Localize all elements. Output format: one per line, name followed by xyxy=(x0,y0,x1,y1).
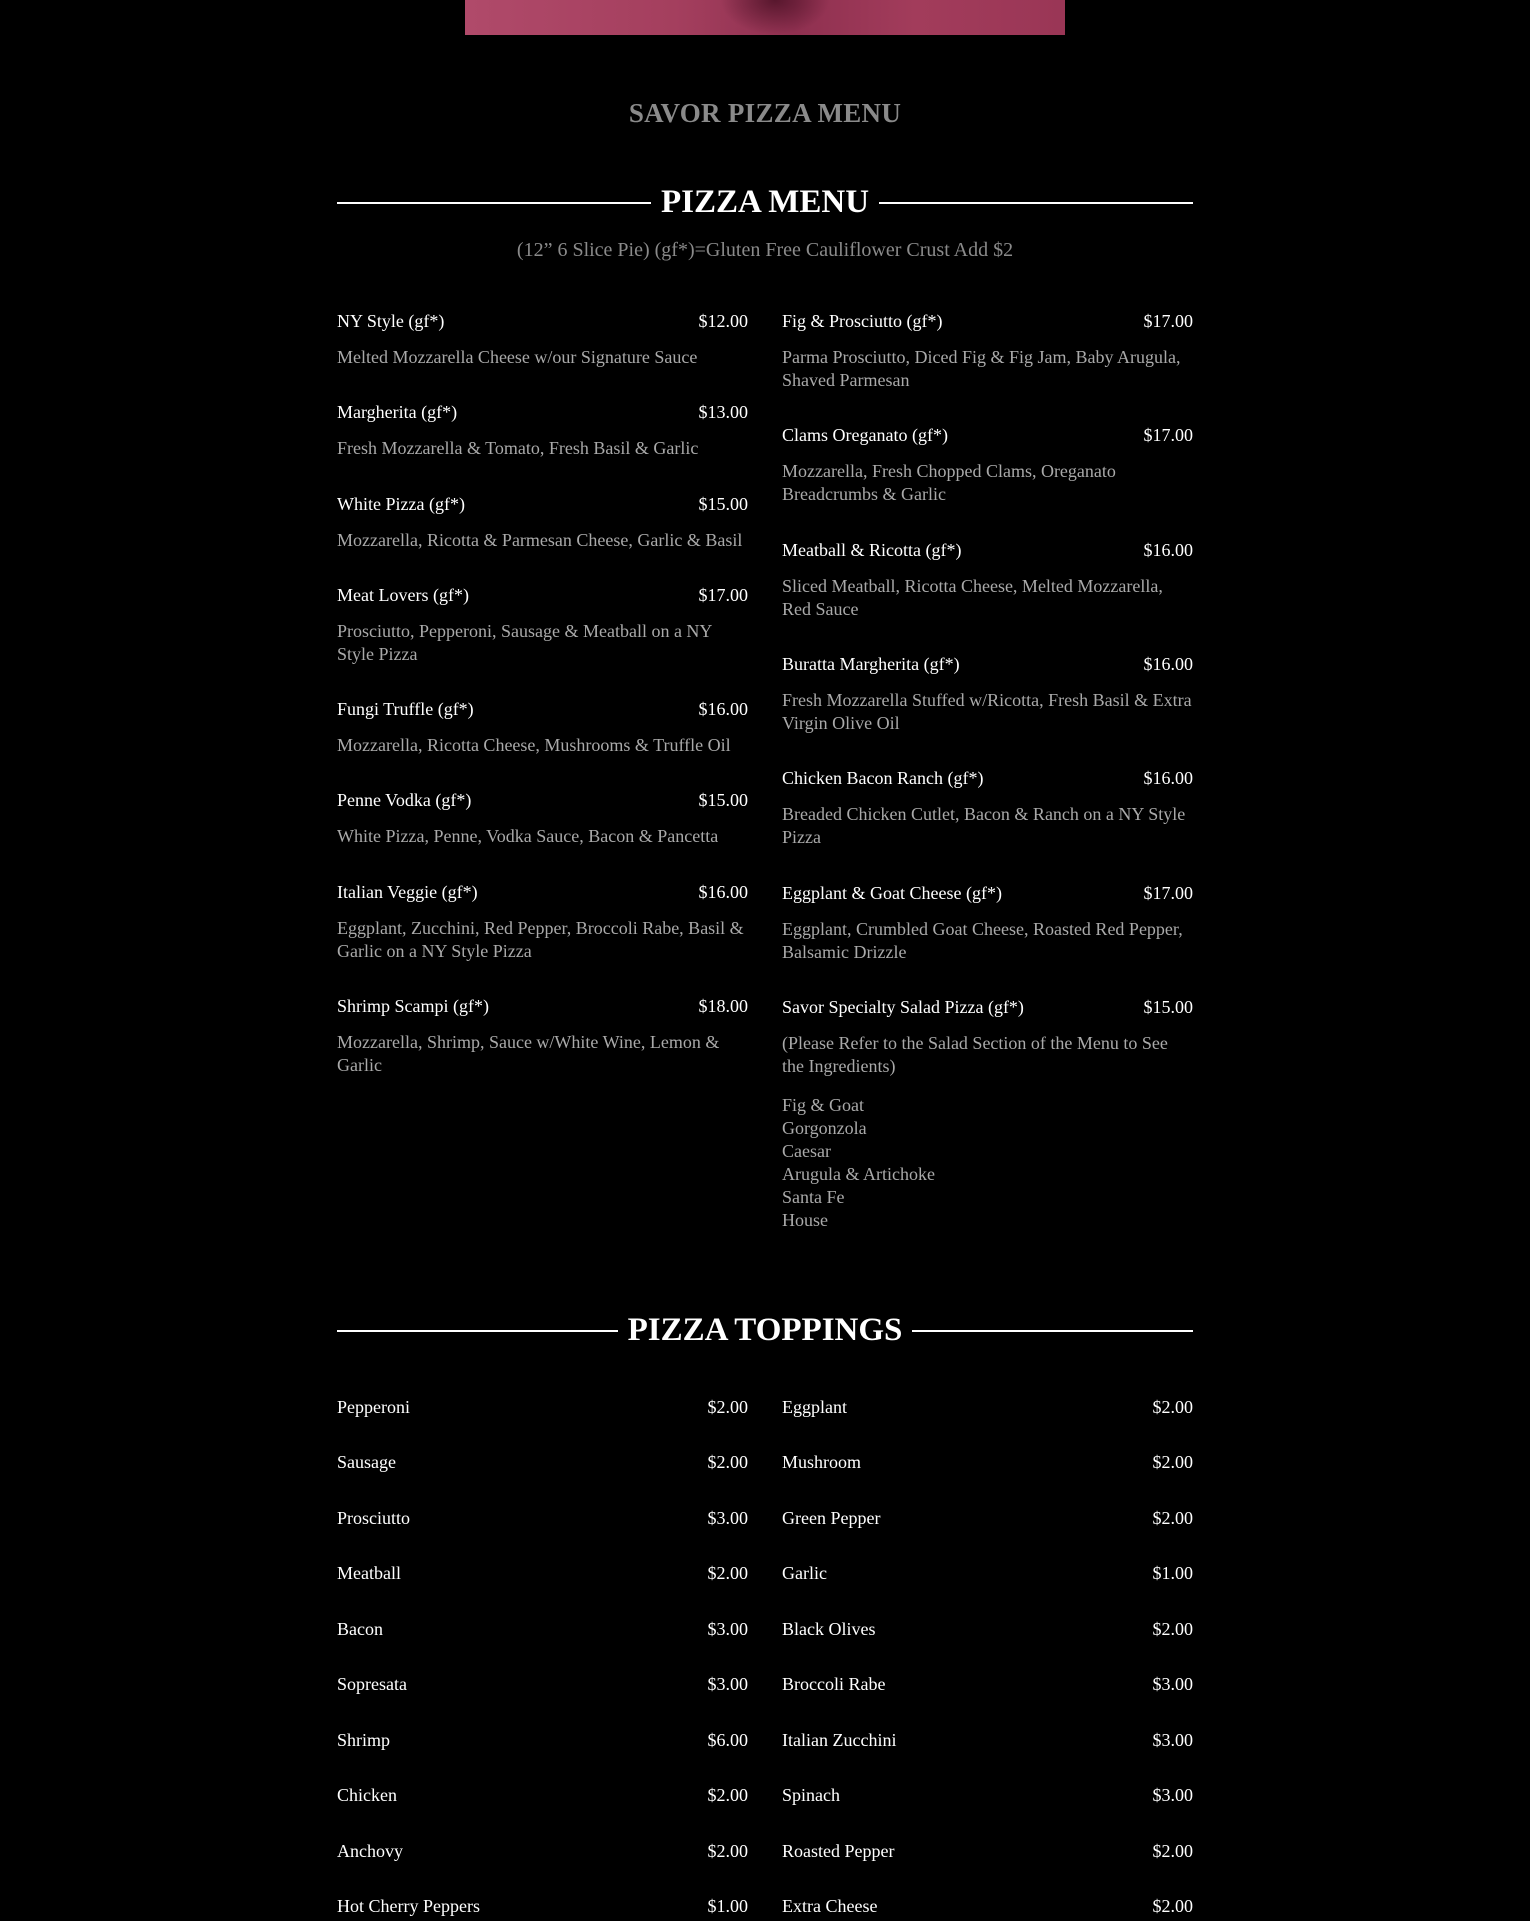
topping-name: Mushroom xyxy=(782,1452,862,1472)
topping-name: Anchovy xyxy=(337,1841,403,1861)
menu-item-name: Margherita (gf*) xyxy=(337,402,458,422)
menu-item-name: Buratta Margherita (gf*) xyxy=(782,654,960,674)
pizza-menu-note: (12” 6 Slice Pie) (gf*)=Gluten Free Cauliflower Crust Add $2 xyxy=(516,239,1014,261)
topping-item xyxy=(337,1451,748,1474)
topping-name: Meatball xyxy=(337,1563,401,1583)
topping-name: Extra Cheese xyxy=(782,1896,878,1916)
topping-name: Italian Zucchini xyxy=(782,1730,897,1750)
brand-title: SAVOR PIZZA MENU xyxy=(628,98,902,128)
topping-name: Sausage xyxy=(337,1452,396,1472)
topping-item xyxy=(337,1895,748,1918)
menu-item-price: $15.00 xyxy=(698,494,748,514)
heading-rule-right xyxy=(912,1330,1193,1332)
topping-name: Pepperoni xyxy=(337,1397,410,1417)
topping-price: $2.00 xyxy=(707,1397,748,1417)
menu-item-name: Shrimp Scampi (gf*) xyxy=(337,996,489,1016)
topping-item xyxy=(337,1840,748,1863)
menu-item-description: Breaded Chicken Cutlet, Bacon & Ranch on a NY Style Pizza xyxy=(782,804,1186,847)
menu-item-price: $16.00 xyxy=(1143,768,1193,788)
menu-item-description: Melted Mozzarella Cheese w/our Signature Sauce xyxy=(337,347,698,367)
topping-name: Spinach xyxy=(782,1785,840,1805)
menu-item-description: Prosciutto, Pepperoni, Sausage & Meatball on a NY Style Pizza xyxy=(337,621,712,664)
menu-item-description: Mozzarella, Ricotta Cheese, Mushrooms & Truffle Oil xyxy=(337,735,731,755)
salad-option: Arugula & Artichoke xyxy=(782,1164,935,1184)
topping-price: $3.00 xyxy=(1152,1674,1193,1694)
menu-item xyxy=(337,881,748,963)
topping-item xyxy=(337,1673,748,1696)
menu-item-name: Meat Lovers (gf*) xyxy=(337,585,469,605)
heading-rule-left xyxy=(337,202,651,204)
menu-item-price: $13.00 xyxy=(698,402,748,422)
menu-item-name: Chicken Bacon Ranch (gf*) xyxy=(782,768,984,788)
salad-option: Gorgonzola xyxy=(782,1118,867,1138)
topping-name: Bacon xyxy=(337,1619,383,1639)
topping-name: Garlic xyxy=(782,1563,827,1583)
menu-item-description: Eggplant, Crumbled Goat Cheese, Roasted Red Pepper, Balsamic Drizzle xyxy=(782,919,1183,962)
menu-item-name: Fig & Prosciutto (gf*) xyxy=(782,311,943,331)
menu-item-name: Eggplant & Goat Cheese (gf*) xyxy=(782,883,1002,903)
topping-price: $2.00 xyxy=(707,1785,748,1805)
menu-item-description: Parma Prosciutto, Diced Fig & Fig Jam, Baby Arugula, Shaved Parmesan xyxy=(782,347,1181,390)
salad-option: Fig & Goat xyxy=(782,1095,865,1115)
menu-item-price: $17.00 xyxy=(1143,311,1193,331)
topping-name: Chicken xyxy=(337,1785,397,1805)
menu-item xyxy=(782,767,1193,849)
topping-item xyxy=(337,1562,748,1585)
topping-item xyxy=(782,1784,1193,1807)
menu-item xyxy=(782,653,1193,735)
menu-item-price: $16.00 xyxy=(1143,540,1193,560)
topping-name: Broccoli Rabe xyxy=(782,1674,886,1694)
hero-pizza-image xyxy=(465,0,1065,35)
topping-item xyxy=(337,1396,748,1419)
topping-item xyxy=(782,1895,1193,1918)
topping-item xyxy=(337,1729,748,1752)
menu-item xyxy=(337,401,748,460)
menu-item xyxy=(782,539,1193,621)
menu-item-name: Penne Vodka (gf*) xyxy=(337,790,472,810)
topping-price: $3.00 xyxy=(707,1508,748,1528)
menu-item-description: Mozzarella, Fresh Chopped Clams, Oreganato Breadcrumbs & Garlic xyxy=(782,461,1116,504)
pizza-menu-title: PIZZA MENU xyxy=(660,184,870,220)
menu-item-price: $15.00 xyxy=(1143,997,1193,1017)
topping-item xyxy=(782,1729,1193,1752)
menu-item-price: $12.00 xyxy=(698,311,748,331)
menu-item xyxy=(782,882,1193,964)
menu-item-name: NY Style (gf*) xyxy=(337,311,445,331)
topping-price: $1.00 xyxy=(1152,1563,1193,1583)
topping-item xyxy=(782,1451,1193,1474)
topping-price: $3.00 xyxy=(707,1619,748,1639)
menu-item-description: Fresh Mozzarella Stuffed w/Ricotta, Fresh Basil & Extra Virgin Olive Oil xyxy=(782,690,1192,733)
topping-price: $2.00 xyxy=(707,1563,748,1583)
menu-item xyxy=(782,996,1193,1078)
topping-name: Prosciutto xyxy=(337,1508,411,1528)
menu-item-description: Eggplant, Zucchini, Red Pepper, Broccoli Rabe, Basil & Garlic on a NY Style Pizza xyxy=(337,918,744,961)
topping-item xyxy=(337,1618,748,1641)
salad-option: House xyxy=(782,1210,828,1230)
menu-item-price: $17.00 xyxy=(1143,425,1193,445)
topping-name: Hot Cherry Peppers xyxy=(337,1896,480,1916)
topping-name: Sopresata xyxy=(337,1674,407,1694)
menu-item-description: White Pizza, Penne, Vodka Sauce, Bacon & Pancetta xyxy=(337,826,719,846)
menu-item xyxy=(337,995,748,1077)
salad-option: Santa Fe xyxy=(782,1187,845,1207)
topping-price: $1.00 xyxy=(707,1896,748,1916)
topping-price: $2.00 xyxy=(1152,1508,1193,1528)
menu-item-price: $17.00 xyxy=(698,585,748,605)
topping-name: Eggplant xyxy=(782,1397,847,1417)
menu-item-price: $16.00 xyxy=(698,699,748,719)
menu-item-name: Savor Specialty Salad Pizza (gf*) xyxy=(782,997,1024,1017)
topping-name: Black Olives xyxy=(782,1619,876,1639)
topping-item xyxy=(337,1784,748,1807)
topping-item xyxy=(782,1507,1193,1530)
topping-price: $2.00 xyxy=(1152,1397,1193,1417)
topping-price: $3.00 xyxy=(707,1674,748,1694)
menu-item xyxy=(337,789,748,848)
topping-price: $2.00 xyxy=(707,1452,748,1472)
topping-price: $2.00 xyxy=(707,1841,748,1861)
menu-item xyxy=(337,698,748,757)
menu-item-name: Italian Veggie (gf*) xyxy=(337,882,478,902)
topping-price: $3.00 xyxy=(1152,1785,1193,1805)
menu-item-name: White Pizza (gf*) xyxy=(337,494,465,514)
topping-item xyxy=(337,1507,748,1530)
pizza-menu-heading xyxy=(337,186,1193,219)
menu-item xyxy=(782,310,1193,392)
topping-item xyxy=(782,1840,1193,1863)
topping-item xyxy=(782,1673,1193,1696)
salad-option: Caesar xyxy=(782,1141,831,1161)
menu-item-description: Sliced Meatball, Ricotta Cheese, Melted Mozzarella, Red Sauce xyxy=(782,576,1163,619)
topping-price: $2.00 xyxy=(1152,1896,1193,1916)
topping-price: $2.00 xyxy=(1152,1619,1193,1639)
topping-price: $3.00 xyxy=(1152,1730,1193,1750)
pizza-toppings-title: PIZZA TOPPINGS xyxy=(627,1312,903,1348)
menu-item-description: Mozzarella, Shrimp, Sauce w/White Wine, Lemon & Garlic xyxy=(337,1032,720,1075)
menu-item-description: Fresh Mozzarella & Tomato, Fresh Basil & Garlic xyxy=(337,438,699,458)
menu-item-name: Clams Oreganato (gf*) xyxy=(782,425,948,445)
topping-name: Shrimp xyxy=(337,1730,391,1750)
menu-item xyxy=(337,493,748,552)
topping-name: Roasted Pepper xyxy=(782,1841,895,1861)
menu-item xyxy=(337,584,748,666)
topping-name: Green Pepper xyxy=(782,1508,881,1528)
topping-price: $2.00 xyxy=(1152,1452,1193,1472)
menu-item-description: (Please Refer to the Salad Section of the Menu to See the Ingredients) xyxy=(782,1033,1168,1076)
pizza-toppings-heading xyxy=(337,1314,1193,1347)
menu-item-price: $16.00 xyxy=(1143,654,1193,674)
topping-item xyxy=(782,1396,1193,1419)
menu-item-price: $17.00 xyxy=(1143,883,1193,903)
topping-price: $6.00 xyxy=(707,1730,748,1750)
menu-item xyxy=(337,310,748,369)
menu-item-name: Meatball & Ricotta (gf*) xyxy=(782,540,962,560)
topping-price: $2.00 xyxy=(1152,1841,1193,1861)
menu-item xyxy=(782,424,1193,506)
menu-item-price: $15.00 xyxy=(698,790,748,810)
menu-item-price: $16.00 xyxy=(698,882,748,902)
menu-item-name: Fungi Truffle (gf*) xyxy=(337,699,474,719)
heading-rule-right xyxy=(879,202,1193,204)
salad-pizza-options xyxy=(782,1094,935,1232)
topping-item xyxy=(782,1618,1193,1641)
heading-rule-left xyxy=(337,1330,618,1332)
topping-item xyxy=(782,1562,1193,1585)
menu-item-price: $18.00 xyxy=(698,996,748,1016)
menu-item-description: Mozzarella, Ricotta & Parmesan Cheese, Garlic & Basil xyxy=(337,530,743,550)
